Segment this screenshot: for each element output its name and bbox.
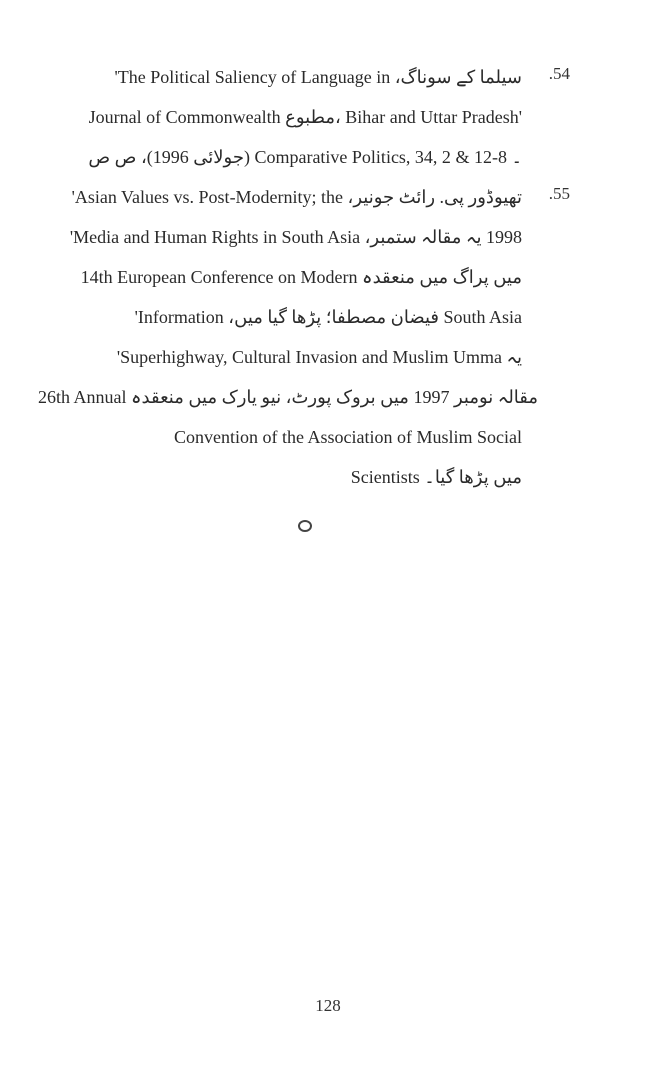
entry-55-line-3 (0, 260, 656, 294)
entry-number-55: .55 (548, 184, 570, 203)
entry-55-line-7 (0, 420, 656, 454)
entry-55-line-8 (0, 460, 656, 494)
entry-55-line-2 (0, 220, 656, 254)
entry-55-line-5 (0, 340, 656, 374)
entry-number-54: .54 (548, 64, 570, 83)
entry-54-line-2-text: Journal of Commonwealth مطبوع، Bihar and Uttar Pradesh' (88, 107, 522, 127)
entry-54-line-2 (0, 100, 656, 134)
entry-55-line-4-text: 'Information ،فیضان مصطفا؛ پڑھا گیا میں South Asia (134, 307, 522, 327)
entry-55-line-5-text: یہ Superhighway, Cultural Invasion and Muslim Umma' (116, 347, 522, 367)
entry-55-line-1-text: 'Asian Values vs. Post-Modernity; the ،تھیوڈور پی. رائٹ جونیر (71, 187, 522, 207)
entry-55-line-2-text: 1998 یہ مقالہ ستمبر، Media and Human Rights in South Asia' (69, 227, 522, 247)
entry-55-line-6 (0, 380, 656, 414)
entry-55-line-3-text: 14th European Conference on Modern میں پراگ میں منعقدہ (80, 267, 522, 287)
entry-54-line-3 (0, 140, 656, 174)
entry-54-line-1-text: 'The Political Saliency of Language in ،سیلما کے سوناگ (114, 67, 522, 87)
entry-55-line-1 (0, 180, 656, 214)
entry-55-line-4 (0, 300, 656, 334)
entry-54-line-3-text: ۔ 8-12 & Comparative Politics, 34, 2 (جولائی 1996)، ص ص (88, 147, 522, 167)
entry-55-line-6-text: 26th Annual مقالہ نومبر 1997 میں بروک پورٹ، نیو یارک میں منعقدہ (38, 387, 539, 407)
section-end-circle-icon (298, 520, 312, 532)
entry-54-line-1 (0, 60, 656, 94)
page-number: 128 (315, 996, 341, 1015)
entry-55-line-8-text: Scientists میں پڑھا گیا۔ (350, 467, 522, 487)
entry-55-line-7-text: Convention of the Association of Muslim Social (174, 427, 522, 447)
